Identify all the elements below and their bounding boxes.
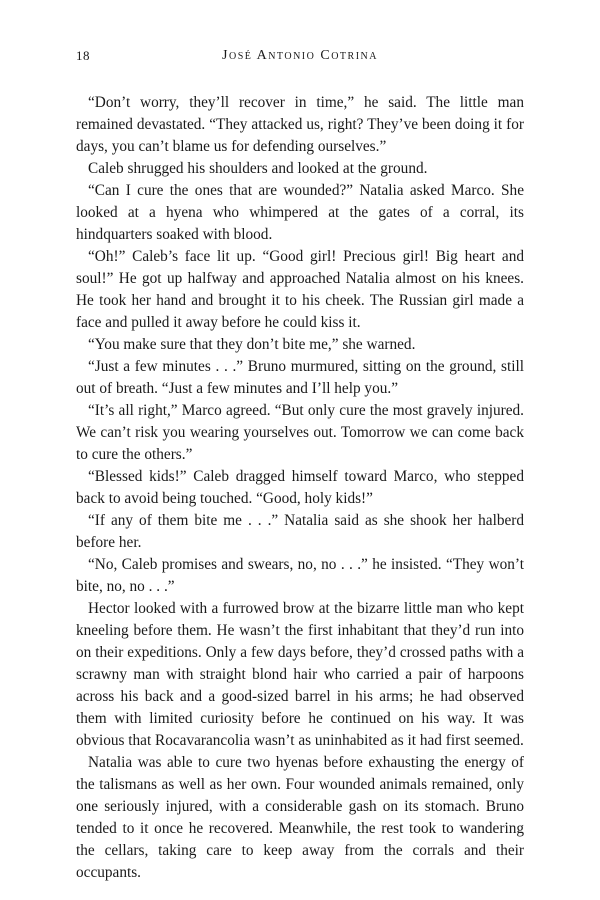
paragraph: Caleb shrugged his shoulders and looked at the ground.	[88, 160, 428, 177]
paragraph: “It’s all right,” Marco agreed. “But only cure the most gravely injured. We can’t risk you wearing yourselves out. Tomorrow we can come back to cure the others.”	[76, 402, 524, 463]
body-text	[76, 92, 524, 884]
paragraph: “Oh!” Caleb’s face lit up. “Good girl! Precious girl! Big heart and soul!” He got up halfway and approached Natalia almost on his knees. He took her hand and brought it to his cheek. The Russian girl made a face and pulled it away before he could kiss it.	[76, 248, 524, 331]
paragraph: “Can I cure the ones that are wounded?” Natalia asked Marco. She looked at a hyena who whimpered at the gates of a corral, its hindquarters soaked with blood.	[76, 182, 524, 243]
paragraph: “If any of them bite me . . .” Natalia said as she shook her halberd before her.	[76, 512, 524, 551]
running-head	[76, 48, 524, 70]
paragraph: “Blessed kids!” Caleb dragged himself toward Marco, who stepped back to avoid being touched. “Good, holy kids!”	[76, 468, 524, 507]
page-number: 18	[76, 48, 90, 63]
paragraph: Natalia was able to cure two hyenas before exhausting the energy of the talismans as well as her own. Four wounded animals remained, only one seriously injured, with a considerable gash on its stomach. Bruno tended to it once he recovered. Meanwhile, the rest took to wandering the cellars, taking care to keep away from the corrals and their occupants.	[76, 754, 524, 881]
paragraph: “You make sure that they don’t bite me,” she warned.	[88, 336, 416, 353]
paragraph: “No, Caleb promises and swears, no, no . . .” he insisted. “They won’t bite, no, no . . .”	[76, 556, 524, 595]
running-head-author: José Antonio Cotrina	[222, 48, 378, 63]
paragraph: Hector looked with a furrowed brow at the bizarre little man who kept kneeling before them. He wasn’t the first inhabitant that they’d run into on their expeditions. Only a few days before, they’d crossed paths with a scrawny man with straight blond hair who carried a pair of harpoons across his back and a good-sized barrel in his arms; he had observed them with limited curiosity before he continued on his way. It was obvious that Rocavarancolia wasn’t as uninhabited as it had first seemed.	[76, 600, 524, 749]
paragraph: “Just a few minutes . . .” Bruno murmured, sitting on the ground, still out of breath. “Just a few minutes and I’ll help you.”	[76, 358, 524, 397]
paragraph: “Don’t worry, they’ll recover in time,” he said. The little man remained devastated. “They attacked us, right? They’ve been doing it for days, you can’t blame us for defending ourselves.”	[76, 94, 524, 155]
